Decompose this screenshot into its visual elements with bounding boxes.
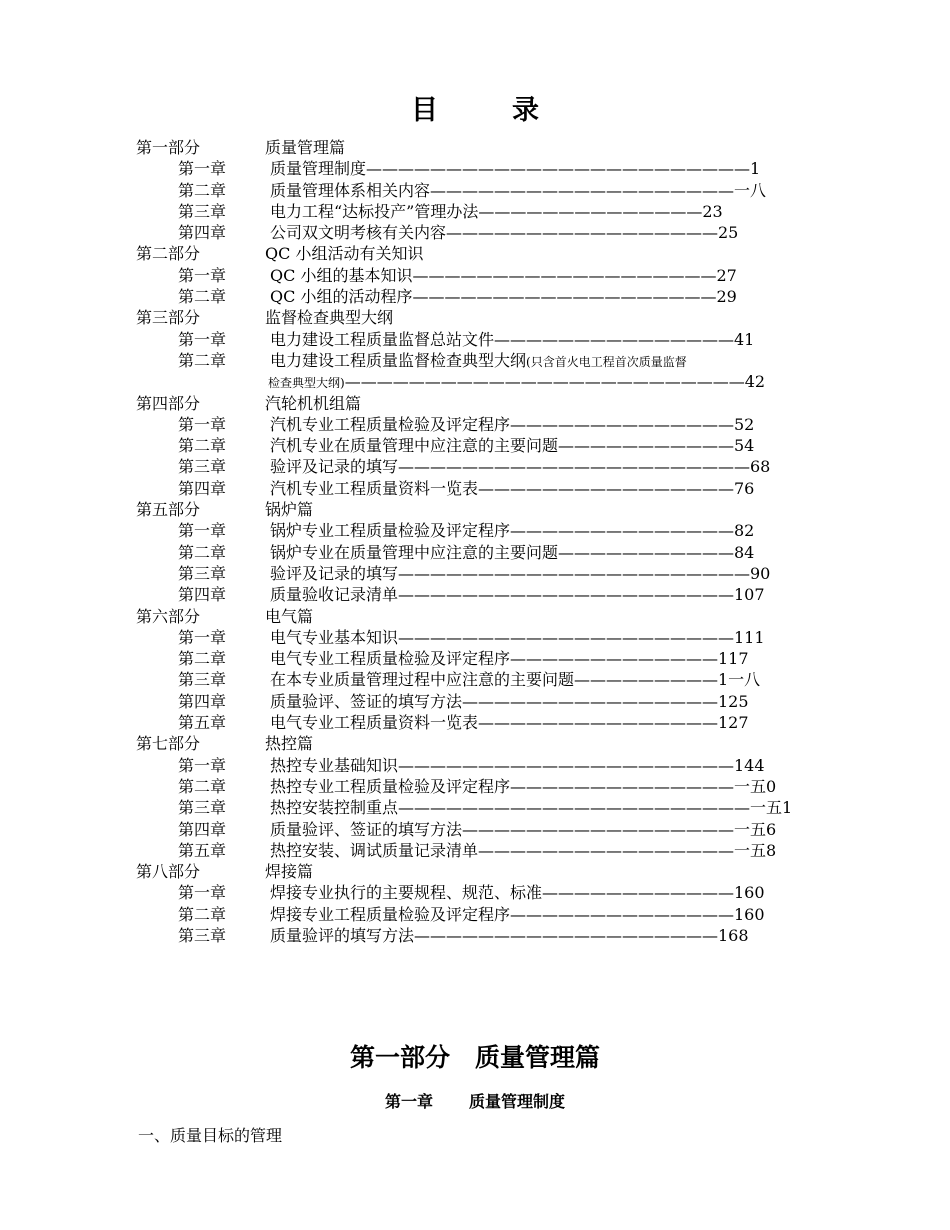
toc-part-label: 第五部分 bbox=[136, 500, 201, 520]
toc-chapter-entry bbox=[270, 478, 754, 499]
toc-part-title: 汽轮机机组篇 bbox=[265, 393, 362, 413]
toc-chapter-entry bbox=[270, 201, 723, 222]
toc-chapter-row bbox=[0, 520, 950, 541]
toc-chapter-label: 第二章 bbox=[178, 287, 227, 307]
toc-chapter-text: 焊接专业工程质量检验及评定程序——————————————160 bbox=[270, 904, 765, 924]
toc-chapter-text: 电力建设工程质量监督总站文件———————————————41 bbox=[270, 329, 755, 349]
toc-chapter-text: 电气专业工程质量检验及评定程序—————————————117 bbox=[270, 649, 749, 669]
toc-chapter-text: 质量验收记录清单—————————————————————107 bbox=[270, 585, 765, 605]
toc-part-label: 第二部分 bbox=[136, 244, 201, 264]
toc-title-char-1: 目 bbox=[411, 95, 438, 126]
toc-chapter-label: 第三章 bbox=[178, 925, 227, 945]
toc-chapter-label: 第五章 bbox=[178, 840, 227, 860]
toc-chapter-entry bbox=[270, 222, 738, 243]
toc-part-label: 第七部分 bbox=[136, 734, 201, 754]
toc-chapter-entry bbox=[270, 542, 754, 563]
toc-chapter-label: 第二章 bbox=[178, 350, 227, 370]
toc-chapter-text: 质量验评、签证的填写方法—————————————————一五6 bbox=[270, 819, 777, 839]
toc-part-row bbox=[0, 307, 950, 328]
toc-chapter-label: 第四章 bbox=[178, 819, 227, 839]
toc-chapter-row bbox=[0, 669, 950, 690]
toc-chapter-text: 热控安装、调试质量记录清单————————————————一五8 bbox=[270, 840, 777, 860]
toc-title-char-2: 录 bbox=[512, 95, 539, 126]
toc-chapter-label: 第二章 bbox=[178, 904, 227, 924]
toc-part-row bbox=[0, 499, 950, 520]
toc-chapter-text: 验评及记录的填写——————————————————————68 bbox=[270, 457, 771, 477]
toc-chapter-text: 质量管理制度————————————————————————1 bbox=[270, 159, 761, 179]
toc-chapter-entry bbox=[270, 712, 749, 733]
toc-chapter-entry bbox=[270, 669, 760, 690]
toc-chapter-entry bbox=[270, 329, 754, 350]
toc-title bbox=[0, 88, 950, 127]
toc-chapter-row bbox=[0, 158, 950, 179]
toc-part-row bbox=[0, 861, 950, 882]
toc-chapter-entry bbox=[270, 265, 737, 286]
toc-chapter-entry bbox=[270, 158, 760, 179]
toc-chapter-text: 在本专业质量管理过程中应注意的主要问题—————————1一八 bbox=[270, 670, 761, 690]
toc-chapter-text: 汽机专业工程质量资料一览表————————————————76 bbox=[270, 478, 755, 498]
toc-chapter-text: 质量管理体系相关内容———————————————————一八 bbox=[270, 180, 767, 200]
toc-chapter-label: 第二章 bbox=[178, 436, 227, 456]
toc-chapter-label: 第三章 bbox=[178, 201, 227, 221]
toc-chapter-entry bbox=[270, 776, 776, 797]
toc-chapter-label: 第一章 bbox=[178, 159, 227, 179]
toc-part-title: 监督检查典型大纲 bbox=[265, 308, 394, 328]
toc-chapter-text: QC 小组的活动程序———————————————————29 bbox=[270, 287, 737, 307]
toc-part-row bbox=[0, 606, 950, 627]
toc-chapter-row bbox=[0, 925, 950, 946]
toc-chapter-row bbox=[0, 627, 950, 648]
toc-chapter-row bbox=[0, 180, 950, 201]
toc-part-label: 第四部分 bbox=[136, 393, 201, 413]
toc-chapter-entry bbox=[270, 414, 754, 435]
sub-heading: 一、质量目标的管理 bbox=[138, 1126, 283, 1145]
toc-chapter-entry bbox=[270, 840, 776, 861]
toc-part-label: 第三部分 bbox=[136, 308, 201, 328]
toc-part-label: 第八部分 bbox=[136, 862, 201, 882]
section-title: 第一部分 质量管理篇 bbox=[349, 1043, 600, 1072]
toc-continuation-row bbox=[0, 371, 950, 392]
toc-chapter-text: 质量验评、签证的填写方法————————————————125 bbox=[270, 691, 749, 711]
toc-chapter-row bbox=[0, 904, 950, 925]
toc-chapter-row bbox=[0, 882, 950, 903]
toc-part-title: 热控篇 bbox=[265, 734, 314, 754]
toc-chapter-row bbox=[0, 563, 950, 584]
toc-chapter-row bbox=[0, 329, 950, 350]
toc-chapter-row bbox=[0, 776, 950, 797]
toc-chapter-label: 第一章 bbox=[178, 883, 227, 903]
toc-chapter-row bbox=[0, 584, 950, 605]
toc-chapter-label: 第三章 bbox=[178, 798, 227, 818]
toc-chapter-label: 第四章 bbox=[178, 585, 227, 605]
toc-part-title: QC 小组活动有关知识 bbox=[265, 244, 424, 264]
toc-chapter-text: 热控专业工程质量检验及评定程序——————————————一五0 bbox=[270, 776, 777, 796]
toc-chapter-row bbox=[0, 797, 950, 818]
toc-chapter-entry bbox=[270, 520, 754, 541]
toc-chapter-label: 第一章 bbox=[178, 521, 227, 541]
toc-chapter-entry bbox=[270, 563, 770, 584]
toc-chapter-row bbox=[0, 819, 950, 840]
table-of-contents bbox=[0, 137, 950, 946]
toc-chapter-label: 第一章 bbox=[178, 414, 227, 434]
toc-chapter-label: 第三章 bbox=[178, 457, 227, 477]
toc-part-title: 焊接篇 bbox=[265, 862, 314, 882]
toc-part-row bbox=[0, 137, 950, 158]
toc-chapter-note: (只含首火电工程首次质量监督 bbox=[526, 354, 687, 369]
toc-part-title: 电气篇 bbox=[265, 606, 314, 626]
toc-chapter-text: 汽机专业工程质量检验及评定程序——————————————52 bbox=[270, 414, 755, 434]
toc-chapter-text: 公司双文明考核有关内容—————————————————25 bbox=[270, 223, 739, 243]
toc-part-row bbox=[0, 393, 950, 414]
toc-chapter-label: 第四章 bbox=[178, 478, 227, 498]
toc-chapter-entry bbox=[270, 925, 749, 946]
toc-continuation-text: —————————————————————————42 bbox=[344, 372, 766, 392]
toc-chapter-row bbox=[0, 840, 950, 861]
toc-chapter-text: 汽机专业在质量管理中应注意的主要问题———————————54 bbox=[270, 436, 755, 456]
toc-chapter-label: 第五章 bbox=[178, 713, 227, 733]
toc-part-title: 质量管理篇 bbox=[265, 138, 346, 157]
toc-chapter-label: 第三章 bbox=[178, 670, 227, 690]
toc-chapter-text: 锅炉专业工程质量检验及评定程序——————————————82 bbox=[270, 521, 755, 541]
toc-chapter-label: 第二章 bbox=[178, 776, 227, 796]
toc-chapter-row bbox=[0, 648, 950, 669]
toc-part-label: 第六部分 bbox=[136, 606, 201, 626]
toc-part-row bbox=[0, 243, 950, 264]
toc-chapter-row bbox=[0, 755, 950, 776]
toc-chapter-row bbox=[0, 201, 950, 222]
toc-part-label: 第一部分 bbox=[136, 138, 201, 157]
toc-chapter-text: 电力工程“达标投产”管理办法——————————————23 bbox=[270, 201, 723, 221]
toc-chapter-entry bbox=[270, 286, 737, 307]
toc-chapter-entry bbox=[270, 435, 754, 456]
toc-chapter-row bbox=[0, 435, 950, 456]
toc-chapter-label: 第二章 bbox=[178, 649, 227, 669]
toc-chapter-entry bbox=[270, 819, 776, 840]
toc-chapter-text: 热控安装控制重点——————————————————————一五1 bbox=[270, 798, 793, 818]
toc-chapter-text: 电力建设工程质量监督检查典型大纲 bbox=[270, 350, 527, 370]
toc-chapter-entry bbox=[270, 584, 765, 605]
toc-chapter-entry bbox=[270, 797, 792, 818]
toc-chapter-row bbox=[0, 286, 950, 307]
toc-chapter-row bbox=[0, 350, 950, 371]
toc-chapter-label: 第一章 bbox=[178, 265, 227, 285]
chapter-heading bbox=[0, 1089, 950, 1112]
toc-continuation-note: 检查典型大纲) bbox=[268, 376, 345, 391]
toc-chapter-row bbox=[0, 542, 950, 563]
chapter-heading-title: 质量管理制度 bbox=[469, 1092, 566, 1111]
toc-chapter-entry bbox=[270, 627, 765, 648]
toc-chapter-row bbox=[0, 712, 950, 733]
toc-chapter-entry bbox=[270, 904, 765, 925]
toc-part-row bbox=[0, 733, 950, 754]
toc-chapter-label: 第四章 bbox=[178, 223, 227, 243]
toc-chapter-label: 第三章 bbox=[178, 563, 227, 583]
toc-chapter-entry bbox=[270, 755, 765, 776]
toc-chapter-label: 第二章 bbox=[178, 542, 227, 562]
toc-chapter-entry bbox=[270, 691, 749, 712]
toc-chapter-row bbox=[0, 478, 950, 499]
toc-chapter-entry bbox=[270, 648, 749, 669]
toc-chapter-row bbox=[0, 222, 950, 243]
toc-chapter-text: 电气专业基本知识—————————————————————111 bbox=[270, 627, 765, 647]
toc-chapter-label: 第一章 bbox=[178, 627, 227, 647]
toc-chapter-text: 质量验评的填写方法———————————————————168 bbox=[270, 925, 749, 945]
toc-chapter-label: 第一章 bbox=[178, 329, 227, 349]
toc-chapter-row bbox=[0, 456, 950, 477]
toc-chapter-entry bbox=[270, 882, 765, 903]
toc-chapter-entry bbox=[270, 350, 687, 373]
toc-chapter-text: 验评及记录的填写——————————————————————90 bbox=[270, 563, 771, 583]
toc-chapter-row bbox=[0, 414, 950, 435]
toc-chapter-entry bbox=[270, 456, 770, 477]
toc-continuation-entry bbox=[268, 371, 765, 394]
toc-part-title: 锅炉篇 bbox=[265, 500, 314, 520]
chapter-heading-label: 第一章 bbox=[384, 1092, 433, 1111]
toc-chapter-text: QC 小组的基本知识———————————————————27 bbox=[270, 265, 737, 285]
toc-chapter-label: 第一章 bbox=[178, 755, 227, 775]
toc-chapter-label: 第二章 bbox=[178, 180, 227, 200]
toc-chapter-row bbox=[0, 265, 950, 286]
toc-chapter-label: 第四章 bbox=[178, 691, 227, 711]
toc-chapter-entry bbox=[270, 180, 766, 201]
toc-chapter-row bbox=[0, 691, 950, 712]
toc-chapter-text: 热控专业基础知识—————————————————————144 bbox=[270, 755, 765, 775]
toc-chapter-text: 电气专业工程质量资料一览表———————————————127 bbox=[270, 713, 749, 733]
toc-chapter-text: 焊接专业执行的主要规程、规范、标准————————————160 bbox=[270, 883, 765, 903]
toc-chapter-text: 锅炉专业在质量管理中应注意的主要问题———————————84 bbox=[270, 542, 755, 562]
